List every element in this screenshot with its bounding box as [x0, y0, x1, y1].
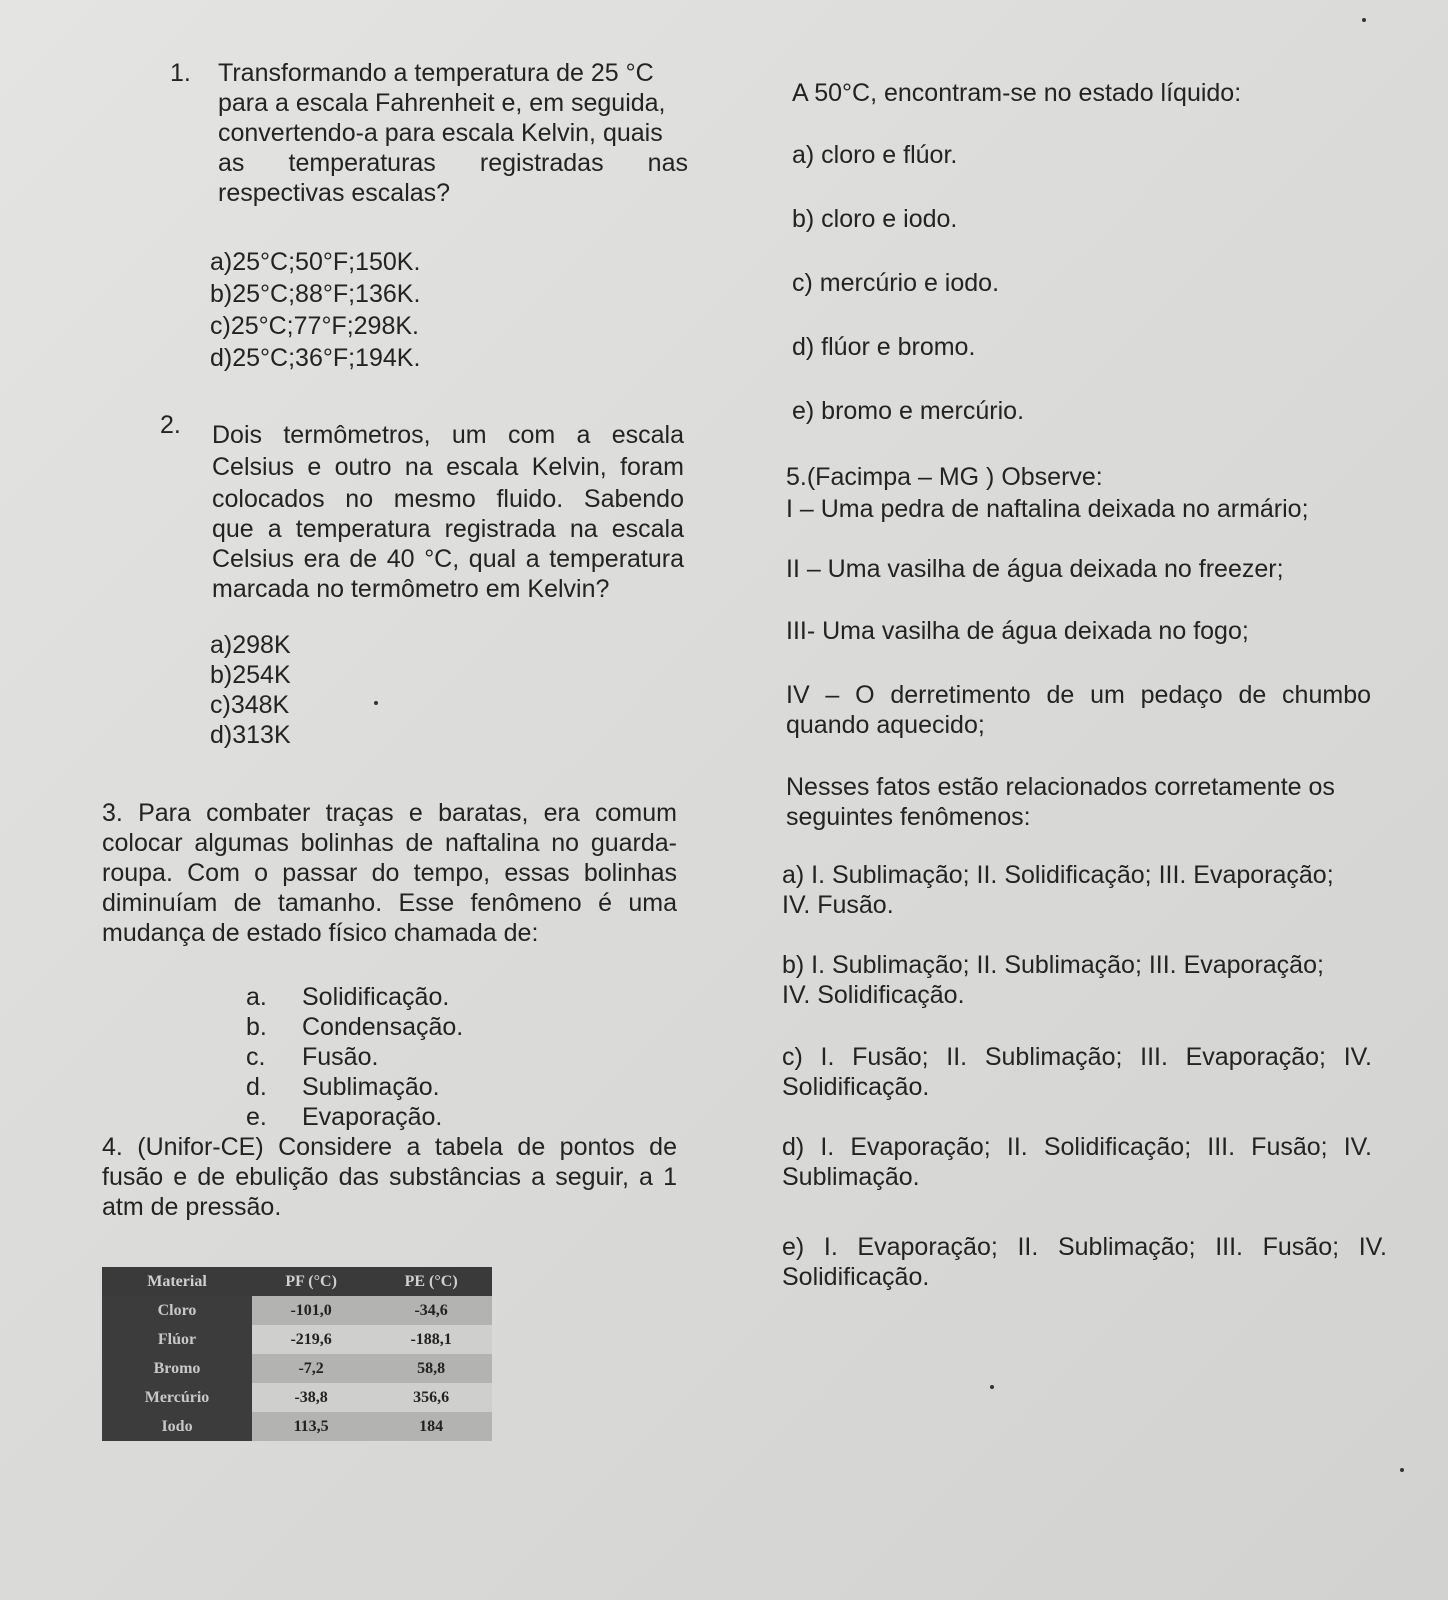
- q3-option-letter: b.: [246, 1013, 267, 1041]
- melting-boiling-table: [102, 1267, 492, 1441]
- q3-option-text: Condensação.: [302, 1013, 464, 1041]
- q1-text-line: as temperaturas registradas nas: [218, 149, 688, 177]
- q5-option-e-cont: Solidificação.: [782, 1263, 930, 1291]
- q3-option-letter: c.: [246, 1043, 266, 1071]
- table-cell-material: Cloro: [102, 1296, 252, 1325]
- table-header-cell: PE (°C): [370, 1267, 492, 1296]
- q4-option-c: c) mercúrio e iodo.: [792, 269, 1000, 297]
- q4-option-d: d) flúor e bromo.: [792, 333, 976, 361]
- q2-number: 2.: [160, 411, 181, 439]
- q2-text-line: que a temperatura registrada na escala: [212, 515, 684, 543]
- q5-item: IV – O derretimento de um pedaço de chumbo: [786, 681, 1371, 709]
- q1-option-c: c)25°C;77°F;298K.: [210, 312, 419, 340]
- table-cell-pe: 184: [370, 1412, 492, 1441]
- q1-option-a: a)25°C;50°F;150K.: [210, 248, 421, 276]
- q3-option-letter: d.: [246, 1073, 267, 1101]
- q2-text-line: Celsius era de 40 °C, qual a temperatura: [212, 545, 684, 573]
- table-cell-pe: 58,8: [370, 1354, 492, 1383]
- q4-option-a: a) cloro e flúor.: [792, 141, 958, 169]
- q3-option-text: Sublimação.: [302, 1073, 440, 1101]
- q1-text-line: respectivas escalas?: [218, 179, 451, 207]
- q2-option-b: b)254K: [210, 661, 291, 689]
- q4-option-b: b) cloro e iodo.: [792, 205, 958, 233]
- table-cell-material: Mercúrio: [102, 1383, 252, 1412]
- table-header-cell: PF (°C): [252, 1267, 370, 1296]
- paper-speck: [1362, 18, 1366, 22]
- table-header-cell: Material: [102, 1267, 252, 1296]
- q2-option-a: a)298K: [210, 631, 291, 659]
- q5-item: II – Uma vasilha de água deixada no freezer;: [786, 555, 1284, 583]
- table-cell-material: Iodo: [102, 1412, 252, 1441]
- q3-text-line: diminuíam de tamanho. Esse fenômeno é uma: [102, 889, 677, 917]
- q5-option-c-cont: Solidificação.: [782, 1073, 930, 1101]
- q2-text-line: colocados no mesmo fluido. Sabendo: [212, 485, 684, 513]
- q2-text-line: marcada no termômetro em Kelvin?: [212, 575, 610, 603]
- q2-text-line: Dois termômetros, um com a escala: [212, 421, 684, 449]
- table-row: [102, 1412, 492, 1441]
- table-cell-material: Bromo: [102, 1354, 252, 1383]
- q5-option-b-cont: IV. Solidificação.: [782, 981, 965, 1009]
- q5-intro-line: seguintes fenômenos:: [786, 803, 1031, 831]
- q4-prompt: A 50°C, encontram-se no estado líquido:: [792, 79, 1242, 107]
- q5-item: I – Uma pedra de naftalina deixada no armário;: [786, 495, 1309, 523]
- table-cell-pf: -38,8: [252, 1383, 370, 1412]
- q5-option-b: b) I. Sublimação; II. Sublimação; III. Evaporação;: [782, 951, 1324, 979]
- paper-speck: [990, 1385, 994, 1389]
- q1-text-line: para a escala Fahrenheit e, em seguida,: [218, 89, 666, 117]
- q1-text-line: Transformando a temperatura de 25 °C: [218, 59, 654, 87]
- q3-option-letter: e.: [246, 1103, 267, 1131]
- q5-item: III- Uma vasilha de água deixada no fogo;: [786, 617, 1249, 645]
- table-cell-pf: -219,6: [252, 1325, 370, 1354]
- table-row: [102, 1354, 492, 1383]
- table-cell-material: Flúor: [102, 1325, 252, 1354]
- q5-option-a: a) I. Sublimação; II. Solidificação; III. Evaporação;: [782, 861, 1334, 889]
- q5-intro-line: Nesses fatos estão relacionados corretamente os: [786, 773, 1335, 801]
- q5-option-c: c) I. Fusão; II. Sublimação; III. Evaporação; IV.: [782, 1043, 1372, 1071]
- q4-text-line: atm de pressão.: [102, 1193, 282, 1221]
- q5-header: 5.(Facimpa – MG ) Observe:: [786, 463, 1103, 491]
- q2-text-line: Celsius e outro na escala Kelvin, foram: [212, 453, 684, 481]
- q4-option-e: e) bromo e mercúrio.: [792, 397, 1025, 425]
- q5-option-e: e) I. Evaporação; II. Sublimação; III. Fusão; IV.: [782, 1233, 1387, 1261]
- q4-text-line: 4. (Unifor-CE) Considere a tabela de pontos de: [102, 1133, 677, 1161]
- q4-text-line: fusão e de ebulição das substâncias a seguir, a 1: [102, 1163, 677, 1191]
- table-cell-pf: -101,0: [252, 1296, 370, 1325]
- q5-item: quando aquecido;: [786, 711, 985, 739]
- paper-speck: [374, 701, 378, 705]
- table-row: [102, 1383, 492, 1412]
- table-row: [102, 1296, 492, 1325]
- q5-option-d-cont: Sublimação.: [782, 1163, 920, 1191]
- q3-option-letter: a.: [246, 983, 267, 1011]
- q1-number: 1.: [170, 59, 191, 87]
- table-header-row: [102, 1267, 492, 1296]
- table-cell-pf: 113,5: [252, 1412, 370, 1441]
- table-cell-pe: 356,6: [370, 1383, 492, 1412]
- table-cell-pe: -188,1: [370, 1325, 492, 1354]
- q3-text-line: 3. Para combater traças e baratas, era comum: [102, 799, 677, 827]
- table-cell-pf: -7,2: [252, 1354, 370, 1383]
- q3-text-line: mudança de estado físico chamada de:: [102, 919, 539, 947]
- q5-option-d: d) I. Evaporação; II. Solidificação; III. Fusão; IV.: [782, 1133, 1372, 1161]
- q1-text-line: convertendo-a para escala Kelvin, quais: [218, 119, 663, 147]
- q1-option-d: d)25°C;36°F;194K.: [210, 344, 421, 372]
- table-row: [102, 1325, 492, 1354]
- q2-option-c: c)348K: [210, 691, 290, 719]
- q3-text-line: colocar algumas bolinhas de naftalina no guarda-: [102, 829, 677, 857]
- q3-option-text: Evaporação.: [302, 1103, 443, 1131]
- q5-option-a-cont: IV. Fusão.: [782, 891, 894, 919]
- q1-option-b: b)25°C;88°F;136K.: [210, 280, 421, 308]
- q3-option-text: Fusão.: [302, 1043, 379, 1071]
- paper-speck: [1400, 1468, 1404, 1472]
- table-cell-pe: -34,6: [370, 1296, 492, 1325]
- q2-option-d: d)313K: [210, 721, 291, 749]
- q3-option-text: Solidificação.: [302, 983, 450, 1011]
- q3-text-line: roupa. Com o passar do tempo, essas bolinhas: [102, 859, 677, 887]
